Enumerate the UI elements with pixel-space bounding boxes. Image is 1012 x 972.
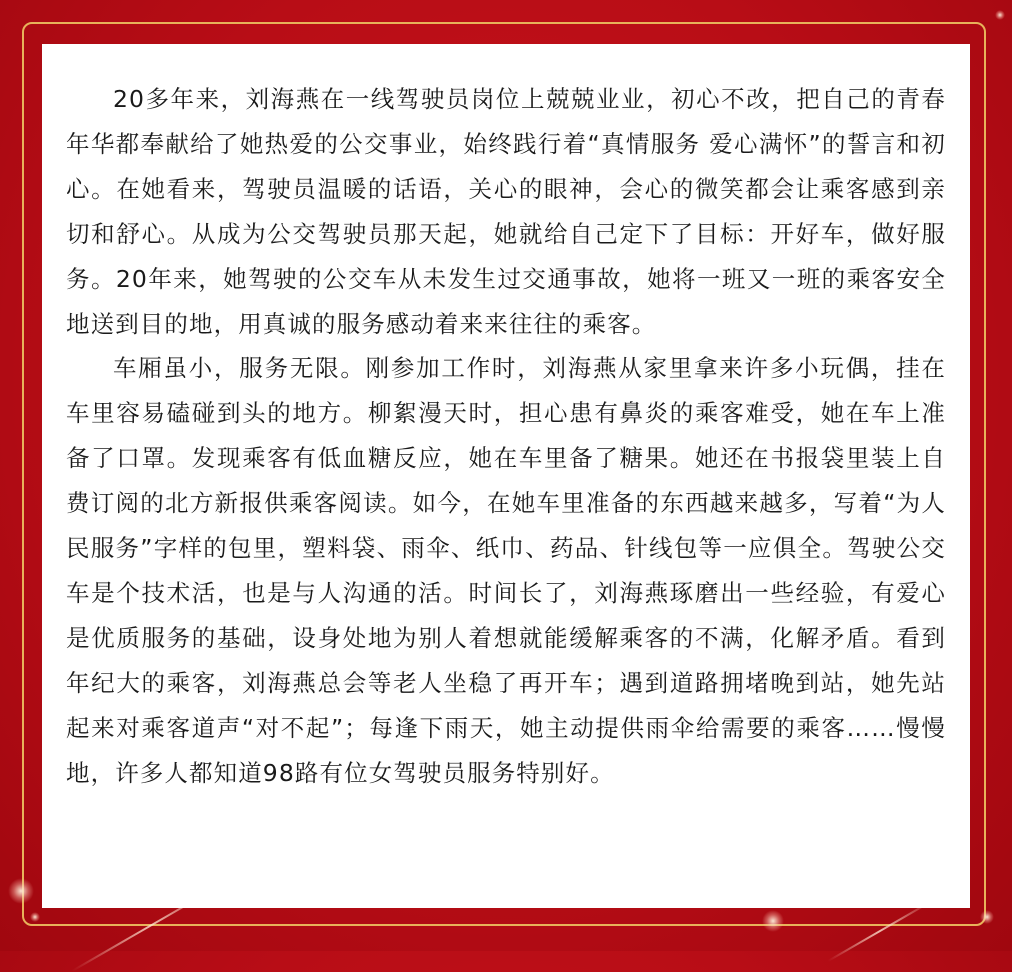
sparkle-decoration — [8, 878, 34, 904]
article-paragraph: 20多年来，刘海燕在一线驾驶员岗位上兢兢业业，初心不改，把自己的青春年华都奉献给了她热爱的公交事业，始终践行着“真情服务 爱心满怀”的誓言和初心。在她看来，驾驶员温暖的话语，关心的眼神，会心的微笑都会让乘客感到亲切和舒心。从成为公交驾驶员那天起，她就给自己定下了目标：开好车，做好服务。20年来，她驾驶的公交车从未发生过交通事故，她将一班又一班的乘客安全地送到目的地，用真诚的服务感动着来来往往的乘客。 — [66, 85, 946, 338]
article-panel — [42, 44, 970, 908]
sparkle-decoration — [980, 910, 994, 924]
sparkle-decoration — [995, 10, 1005, 20]
sparkle-decoration — [762, 910, 784, 932]
article-paragraph: 车厢虽小，服务无限。刚参加工作时，刘海燕从家里拿来许多小玩偶，挂在车里容易磕碰到头的地方。柳絮漫天时，担心患有鼻炎的乘客难受，她在车上准备了口罩。发现乘客有低血糖反应，她在车里备了糖果。她还在书报袋里装上自费订阅的北方新报供乘客阅读。如今，在她车里准备的东西越来越多，写着“为人民服务”字样的包里，塑料袋、雨伞、纸巾、药品、针线包等一应俱全。驾驶公交车是个技术活，也是与人沟通的活。时间长了，刘海燕琢磨出一些经验，有爱心是优质服务的基础，设身处地为别人着想就能缓解乘客的不满，化解矛盾。看到年纪大的乘客，刘海燕总会等老人坐稳了再开车；遇到道路拥堵晚到站，她先站起来对乘客道声“对不起”；每逢下雨天，她主动提供雨伞给需要的乘客……慢慢地，许多人都知道98路有位女驾驶员服务特别好。 — [66, 354, 946, 787]
sparkle-decoration — [30, 912, 40, 922]
